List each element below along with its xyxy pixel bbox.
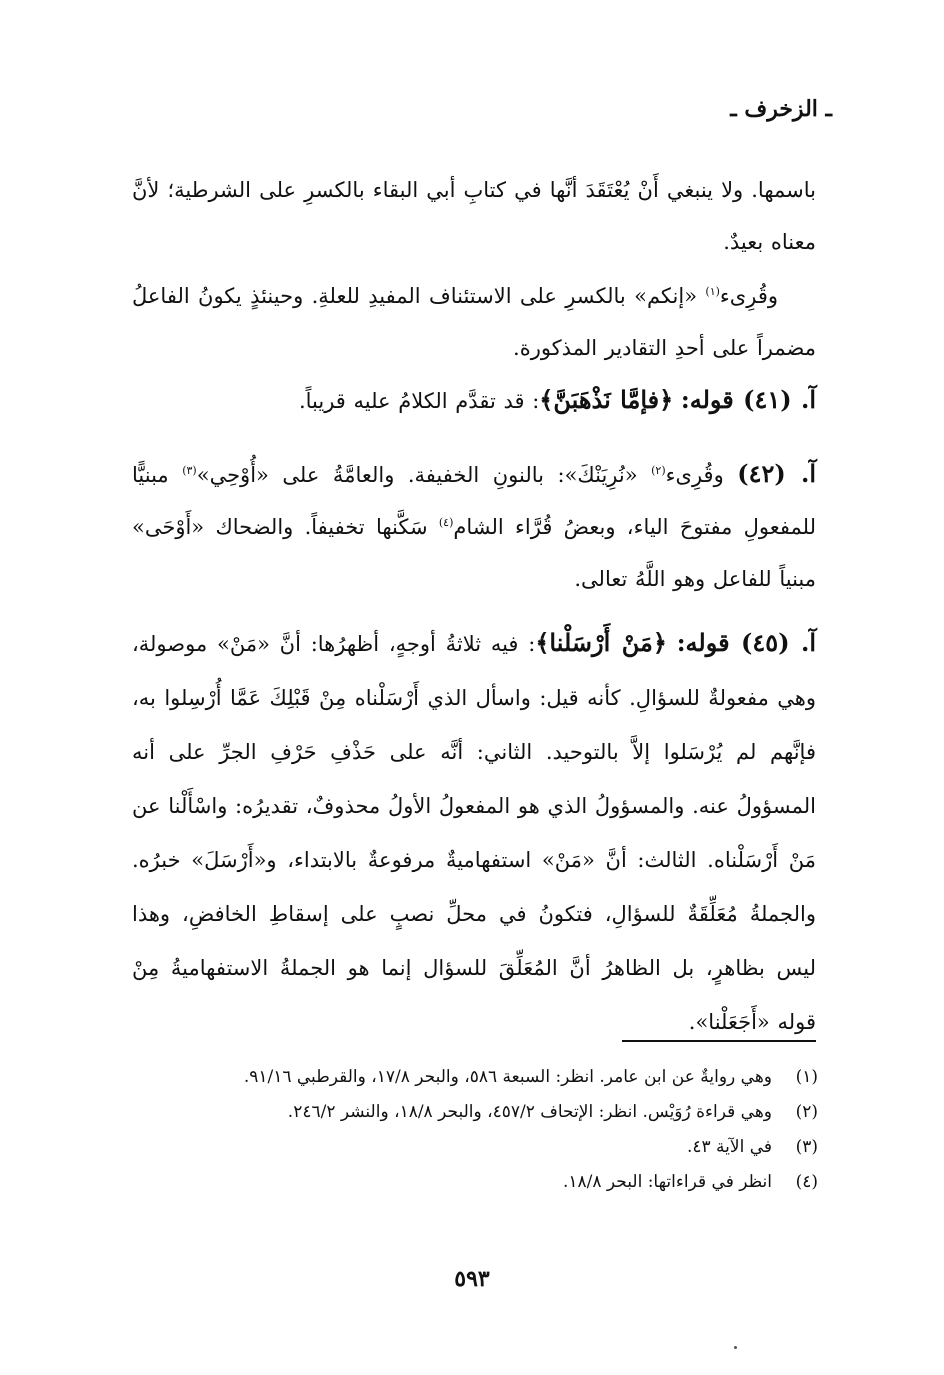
- verse-42-text-b: «نُرِيَنْكَ»: بالنونِ الخفيفة. والعامَّةُ على «أُوْحِي»: [196, 463, 652, 487]
- footnote-separator: [622, 1040, 816, 1042]
- verse-42-text-d: سَكَّنها تخفيفاً. والضحاك «أَوْحَى» مبنياً للفاعل وهو اللَّهُ تعالى.: [132, 515, 816, 591]
- paragraph-2: [132, 270, 816, 374]
- footnote-number: (٢): [795, 1102, 818, 1122]
- paragraph-1-text: باسمها. ولا ينبغي أَنْ يُعْتَقَدَ أنَّها في كتابِ أبي البقاء بالكسرِ على الشرطية؛ لأنَّ معناه بعيدٌ.: [132, 178, 816, 254]
- verse-42-text-a: وقُرِىء: [665, 463, 738, 487]
- footnote-2: [134, 1095, 818, 1130]
- footnote-ref-4[interactable]: (٤): [438, 516, 454, 529]
- footnote-text: في الآية ٤٣.: [686, 1137, 772, 1157]
- footnote-ref-3[interactable]: (٣): [182, 464, 197, 477]
- verse-42-text-c: مبنيًّا للمفعولِ مفتوحَ الياء، وبعضُ قُرَّاء الشام: [132, 463, 816, 539]
- footnote-text: وهي روايةٌ عن ابن عامر. انظر: السبعة ٥٨٦، والبحر ١٧/٨، والقرطبي ٩١/١٦.: [243, 1067, 772, 1087]
- footnote-number: (٣): [795, 1137, 818, 1157]
- verse-45-text: : فيه ثلاثةُ أوجهٍ، أظهرُها: أنَّ «مَنْ» موصولة، وهي مفعولةٌ للسؤالِ. كأنه قيل: واسأل الذي أَرْسَلْناه مِنْ قَبْلِكَ عَمَّا أُرْسِلوا به، فإنَّهم لم يُرْسَلوا إلاَّ بالتوحيد. الثاني: أنَّه على حَذْفِ حَرْفِ الجرِّ على أنه المسؤولُ عنه. والمسؤولُ الذي هو المفعولُ الأولُ محذوفٌ، تقديرُه: واسْأَلْنا عن مَنْ أَرْسَلْناه. الثالث: أنَّ «مَنْ» استفهاميةٌ مرفوعةٌ بالابتداء، و«أَرْسَلَ» خبرُه. والجملةُ مُعَلِّقَةٌ للسؤالِ، فتكونُ في محلِّ نصبٍ على إسقاطِ الخافضِ، وهذا ليس بظاهرٍ، بل الظاهرُ أنَّ المُعَلِّقَ للسؤال إنما هو الجملةُ الاستفهاميةُ مِنْ قوله «أَجَعَلْنا».: [132, 632, 816, 1034]
- paragraph-1: [132, 164, 816, 268]
- paragraph-2-text: «إنكم» بالكسرِ على الاستئناف المفيدِ للعلةِ. وحينئذٍ يكونُ الفاعلُ مضمراً على أحدِ التقادير المذكورة.: [132, 284, 816, 360]
- verse-45-quote: ﴿مَنْ أَرْسَلْنا﴾: [535, 628, 667, 657]
- footnote-1: [134, 1060, 818, 1095]
- verse-41-text: : قد تقدَّم الكلامُ عليه قريباً.: [298, 389, 540, 413]
- paragraph-2-lead: وقُرِىء: [719, 284, 778, 308]
- verse-42-reference: آ. (٤٢): [737, 459, 816, 488]
- verse-41-quote: ﴿فإمَّا نَذْهَبَنَّ﴾: [539, 385, 674, 414]
- running-header: ـ الزخرف ـ: [730, 96, 832, 122]
- verse-45-reference: آ. (٤٥) قوله:: [676, 628, 817, 657]
- verse-42-commentary: [132, 448, 816, 605]
- verse-41-reference: آ. (٤١) قوله:: [680, 385, 816, 414]
- scan-speck: [734, 1346, 737, 1349]
- footnote-3: [134, 1130, 818, 1165]
- footnote-ref-2[interactable]: (٢): [651, 464, 666, 477]
- page-number: ٥٩٣: [454, 1266, 490, 1292]
- footnote-text: وهي قراءة رُوَيْس. انظر: الإتحاف ٤٥٧/٢، والبحر ١٨/٨، والنشر ٢٤٦/٢.: [287, 1102, 772, 1122]
- footnote-ref-1[interactable]: (١): [705, 285, 720, 298]
- verse-41-commentary: [132, 374, 816, 427]
- footnotes: [134, 1060, 818, 1200]
- footnote-number: (٤): [795, 1172, 818, 1192]
- footnote-4: [134, 1165, 818, 1200]
- footnote-text: انظر في قراءاتها: البحر ١٨/٨.: [562, 1172, 772, 1192]
- verse-45-commentary: [132, 616, 816, 1049]
- footnote-number: (١): [795, 1067, 818, 1087]
